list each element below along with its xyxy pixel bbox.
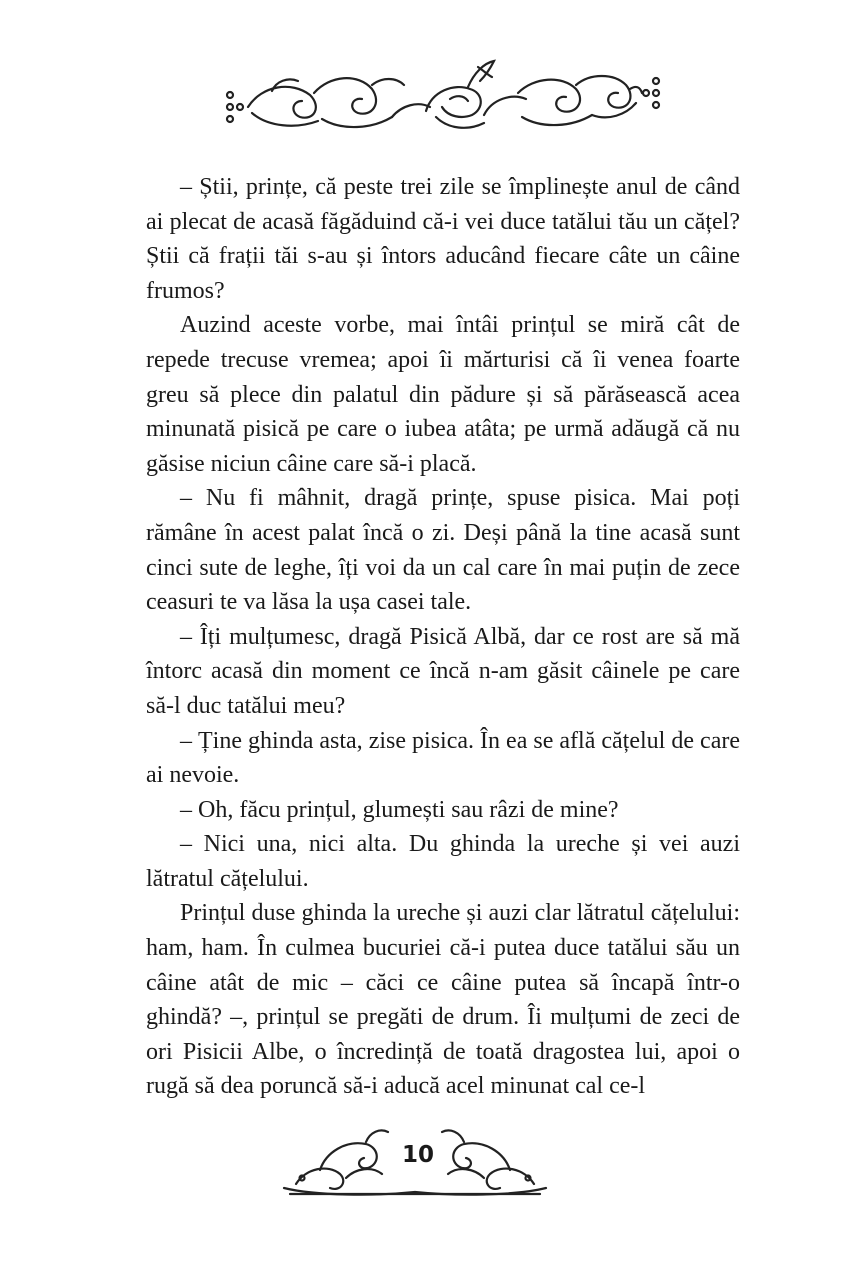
top-ornament (222, 55, 664, 145)
paragraph: – Nu fi mâhnit, dragă prințe, spuse pisica. Mai poți rămâne în acest palat încă o zi. Deși până la tine acasă sunt cinci sute de leghe, îți voi da un cal care în mai puțin de zece ceasuri te va lăsa la ușa casei tale. (146, 485, 740, 616)
paragraph: – Știi, prințe, că peste trei zile se împlinește anul de când ai plecat de acasă făgăduind că-i vei duce tatălui tău un cățel? Știi că frații tăi s-au și întors aducând fiecare câte un câine frumos? (146, 174, 740, 304)
paragraph: – Îți mulțumesc, dragă Pisică Albă, dar ce rost are să mă întorc acasă din moment ce încă n-am găsit câinele pe care să-l duc tatălui meu? (146, 623, 740, 719)
paragraph: Prințul duse ghinda la ureche și auzi clar lătratul cățelului: ham, ham. În culmea bucuriei că-i putea duce tatălui său un câine atât de mic – căci ce câine putea să încapă într-o ghindă? –, prințul se pregăti de drum. Îi mulțumi de zeci de ori Pisicii Albe, o încredință de toată dragostea lui, apoi o rugă să dea poruncă să-i aducă acel minunat cal ce-l (146, 900, 740, 1100)
body-text (146, 170, 740, 1104)
paragraph: – Oh, făcu prințul, glumești sau râzi de mine? (180, 796, 619, 823)
page-number: 10 (386, 1138, 450, 1172)
paragraph: – Ține ghinda asta, zise pisica. În ea se află cățelul de care ai nevoie. (146, 727, 740, 789)
paragraph: Auzind aceste vorbe, mai întâi prințul se miră cât de repede trecuse vremea; apoi îi mărturisi că îi venea foarte greu să plece din palatul din pădure și să părăsească acea minunată pisică pe care o iubea atâta; pe urmă adăugă că nu găsise niciun câine care să-i placă. (146, 312, 740, 477)
paragraph: – Nici una, nici alta. Du ghinda la ureche și vei auzi lătratul cățelului. (146, 831, 740, 892)
